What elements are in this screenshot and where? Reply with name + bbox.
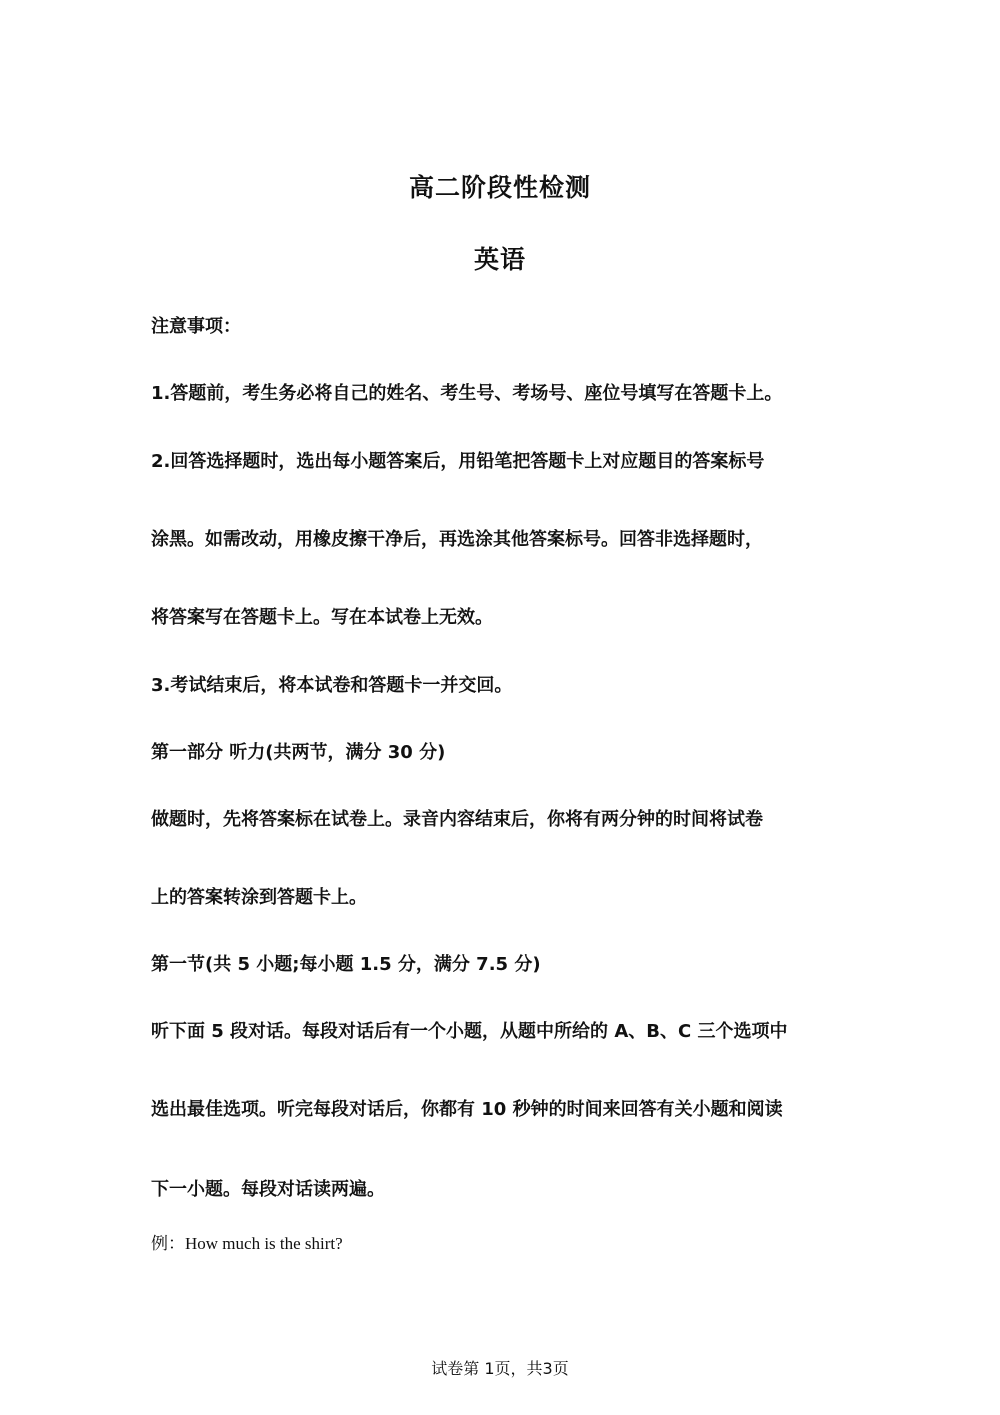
notice-item-1: 1.答题前，考生务必将自己的姓名、考生号、考场号、座位号填写在答题卡上。 [151, 383, 783, 404]
section1-instruction-line-1: 听下面 5 段对话。每段对话后有一个小题，从题中所给的 A、B、C 三个选项中 [151, 1021, 788, 1042]
notice-item-2-line-3: 将答案写在答题卡上。写在本试卷上无效。 [151, 607, 493, 628]
example-line [151, 1233, 343, 1255]
notice-item-2-line-1: 2.回答选择题时，选出每小题答案后，用铅笔把答题卡上对应题目的答案标号 [151, 451, 765, 472]
part1-heading: 第一部分 听力(共两节，满分 30 分) [151, 742, 446, 763]
section1-heading: 第一节(共 5 小题;每小题 1.5 分，满分 7.5 分) [151, 954, 541, 975]
exam-title: 高二阶段性检测 [408, 173, 591, 202]
part1-instruction-line-2: 上的答案转涂到答题卡上。 [151, 887, 367, 908]
exam-subject: 英语 [473, 245, 526, 274]
section1-instruction-line-3: 下一小题。每段对话读两遍。 [151, 1179, 385, 1200]
notice-heading: 注意事项： [151, 316, 241, 337]
notice-item-2-line-2: 涂黑。如需改动，用橡皮擦干净后，再选涂其他答案标号。回答非选择题时， [151, 529, 763, 550]
section1-instruction-line-2: 选出最佳选项。听完每段对话后，你都有 10 秒钟的时间来回答有关小题和阅读 [151, 1099, 783, 1120]
example-question: How much is the shirt? [185, 1234, 343, 1253]
example-label: 例： [151, 1234, 185, 1254]
part1-instruction-line-1: 做题时，先将答案标在试卷上。录音内容结束后，你将有两分钟的时间将试卷 [151, 809, 763, 830]
page-footer: 试卷第 1页，共3页 [431, 1359, 569, 1378]
notice-item-3: 3.考试结束后，将本试卷和答题卡一并交回。 [151, 675, 513, 696]
